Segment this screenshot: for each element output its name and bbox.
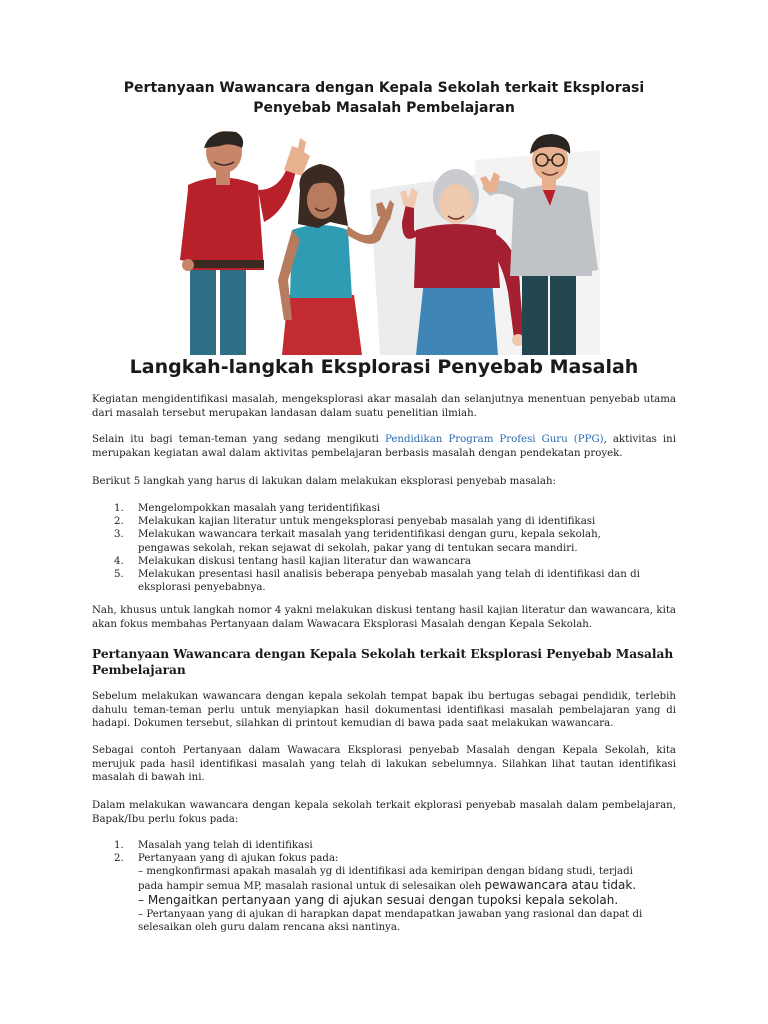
steps-intro-paragraph: Berikut 5 langkah yang harus di lakukan dalam melakukan eksplorasi penyebab masalah: xyxy=(92,476,556,487)
focus-subitem: – Mengaitkan pertanyaan yang di ajukan sesuai dengan tupoksi kepala sekolah. xyxy=(138,892,619,907)
intro-paragraph: Kegiatan mengidentifikasi masalah, mengeksplorasi akar masalah dan selanjutnya menentuan penyebab utama dari masalah tersebut merupakan landasan dalam suatu penelitian ilmiah. xyxy=(92,394,676,419)
list-item: 3. Melakukan wawancara terkait masalah yang teridentifikasi dengan guru, kepala sekolah, pengawas sekolah, rekan sejawat di sekolah, pakar yang di tentukan secara mandiri. xyxy=(114,529,601,554)
list-item: 5. Melakukan presentasi hasil analisis beberapa penyebab masalah yang telah di identifikasi dan di eksplorasi penyebabnya. xyxy=(114,569,640,594)
people-waving-illustration xyxy=(180,130,600,355)
focus-list xyxy=(92,839,652,934)
preparation-paragraph: Sebelum melakukan wawancara dengan kepala sekolah tempat bapak ibu bertugas sebagai pendidik, terlebih dahulu teman-teman perlu untuk menyiapkan hasil dokumentasi identifikasi masalah pembelajaran yang di hadapi. Dokumen tersebut, silahkan di printout kemudian di bawa pada saat melakukan wawancara. xyxy=(92,691,676,729)
subsection-heading: Pertanyaan Wawancara dengan Kepala Sekolah terkait Eksplorasi Penyebab Masalah Pembelajaran xyxy=(92,647,674,677)
focus-subitem: – Pertanyaan yang di ajukan di harapkan dapat mendapatkan jawaban yang rasional dan dapat di selesaikan oleh guru dalam rencana aksi nantinya. xyxy=(138,908,643,934)
list-item: 2. Melakukan kajian literatur untuk mengeksplorasi penyebab masalah yang di identifikasi xyxy=(114,516,596,528)
list-item: 4. Melakukan diskusi tentang hasil kajian literatur dan wawancara xyxy=(114,555,471,567)
example-paragraph: Sebagai contoh Pertanyaan dalam Wawacara Eksplorasi penyebab Masalah dengan Kepala Sekolah, kita merujuk pada hasil identifikasi masalah yang telah di lakukan sebelumnya. Silahkan lihat tautan identifikasi masalah di bawah ini. xyxy=(92,745,676,783)
section-heading: Langkah-langkah Eksplorasi Penyebab Masalah xyxy=(129,356,639,378)
ppg-paragraph: Selain itu bagi teman-teman yang sedang mengikuti Pendidikan Program Profesi Guru (PPG), aktivitas ini merupakan kegiatan awal dalam aktivitas pembelajaran berbasis masalah dengan pendekatan proyek. xyxy=(92,434,676,459)
document-title: Pertanyaan Wawancara dengan Kepala Sekolah terkait Eksplorasi Penyebab Masalah Pembelajaran xyxy=(123,80,645,116)
list-item: 2. Pertanyaan yang di ajukan fokus pada: – mengkonfirmasi apakah masalah yg di identifikasi ada kemiripan dengan bidang studi, terjadi pada hampir semua MP, masalah rasional untuk di selesaikan oleh pewawancara atau tidak. – Mengaitkan pertanyaan yang di ajukan sesuai dengan tupoksi kepala sekolah. – Pertanyaan yang di ajukan di harapkan dapat mendapatkan jawaban yang rasional dan dapat di selesaikan oleh guru dalam rencana aksi nantinya. xyxy=(92,852,652,934)
list-item: 1. Masalah yang telah di identifikasi xyxy=(114,840,313,851)
ppg-link[interactable]: Pendidikan Program Profesi Guru (PPG) xyxy=(385,434,604,445)
focus-subitem: – mengkonfirmasi apakah masalah yg di identifikasi ada kemiripan dengan bidang studi, terjadi pada hampir semua MP, masalah rasional untuk di selesaikan oleh pewawancara atau tidak. xyxy=(138,866,637,892)
focus-intro-paragraph: Dalam melakukan wawancara dengan kepala sekolah terkait ekplorasi penyebab masalah dalam pembelajaran, Bapak/Ibu perlu fokus pada: xyxy=(92,800,676,825)
list-item: 1. Mengelompokkan masalah yang teridentifikasi xyxy=(114,503,381,514)
step4-paragraph: Nah, khusus untuk langkah nomor 4 yakni melakukan diskusi tentang hasil kajian literatur dan wawancara, kita akan fokus membahas Pertanyaan dalam Wawacara Eksplorasi Masalah dengan Kepala Sekolah. xyxy=(92,605,676,630)
steps-list xyxy=(92,502,652,594)
